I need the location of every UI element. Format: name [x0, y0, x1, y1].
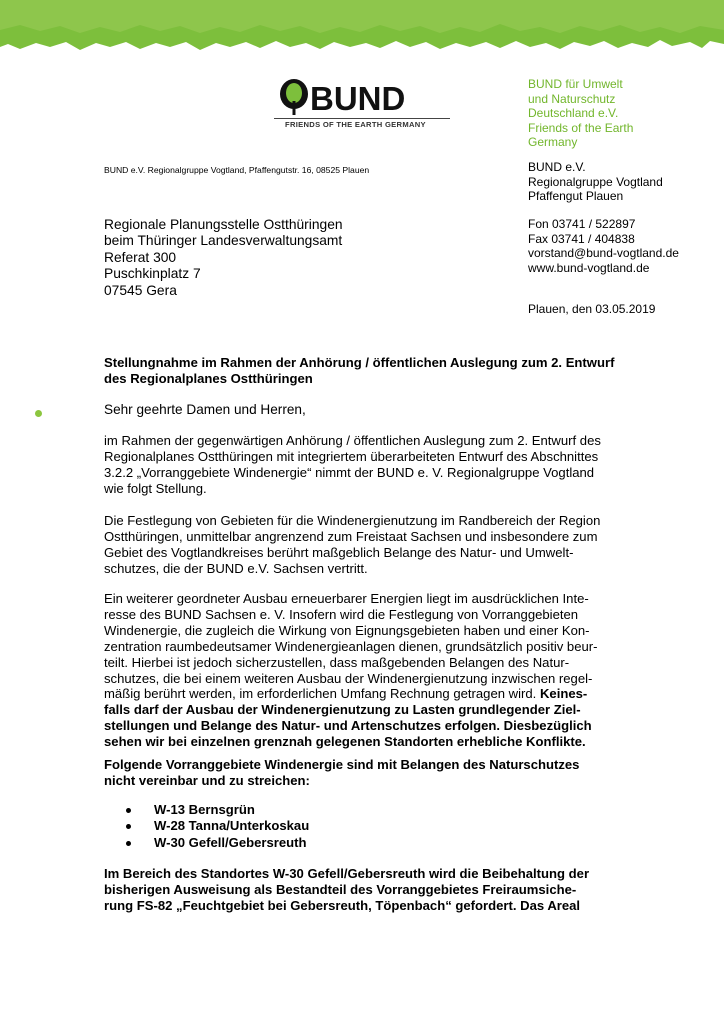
subject-line: Stellungnahme im Rahmen der Anhörung / öffentlichen Auslegung zum 2. Entwurf: [104, 355, 615, 370]
org-line: Deutschland e.V.: [528, 106, 619, 121]
text-span: mäßig berührt werden, im erforderlichen Umfang Rechnung getragen wird.: [104, 686, 537, 702]
text-line: Die Festlegung von Gebieten für die Windenergienutzung im Randbereich der Region: [104, 513, 601, 528]
text-line: schutzes, die der BUND e.V. Sachsen vertritt.: [104, 560, 368, 576]
list-item: [126, 818, 309, 834]
sender-info-block: [528, 160, 663, 204]
site-list: [126, 802, 309, 851]
grass-header-banner: [0, 0, 724, 70]
site-name: W-30 Gefell/Gebersreuth: [154, 834, 307, 850]
bold-text-line: falls darf der Ausbau der Windenergienutzung zu Lasten grundlegender Ziel-: [104, 702, 581, 718]
subject-line: des Regionalplanes Ostthüringen: [104, 371, 313, 387]
text-line: zentration raumbedeutsamer Windenergieanlagen dienen, grundsätzlich positiv beur-: [104, 638, 598, 654]
email-address: vorstand@bund-vogtland.de: [528, 246, 679, 261]
recipient-address: [104, 217, 343, 299]
sender-info-line: Regionalgruppe Vogtland: [528, 174, 663, 189]
paragraph-region: [104, 513, 639, 577]
org-line: Germany: [528, 135, 578, 150]
organization-name-block: [528, 77, 633, 150]
bullet-icon: [126, 808, 131, 813]
website-url: www.bund-vogtland.de: [528, 260, 650, 275]
recipient-line: Referat 300: [104, 249, 177, 265]
bullet-icon: [126, 824, 131, 829]
text-line: Im Bereich des Standortes W-30 Gefell/Gebersreuth wird die Beibehaltung der: [104, 866, 590, 881]
recipient-line: beim Thüringer Landesverwaltungsamt: [104, 233, 343, 249]
recipient-line: Regionale Planungsstelle Ostthüringen: [104, 217, 343, 232]
logo-tagline: FRIENDS OF THE EARTH GERMANY: [285, 120, 426, 129]
sender-info-line: BUND e.V.: [528, 160, 586, 174]
list-item: [126, 802, 309, 818]
text-line: Ostthüringen, unmittelbar angrenzend zum Freistaat Sachsen und insbesondere zum: [104, 528, 598, 544]
text-line: [104, 686, 639, 702]
text-line: Ein weiterer geordneter Ausbau erneuerbarer Energien liegt im ausdrücklichen Inte-: [104, 591, 589, 606]
text-line: resse des BUND Sachsen e. V. Insofern wird die Festlegung von Vorranggebieten: [104, 606, 579, 622]
text-line: Gebiet des Vogtlandkreises berührt maßgeblich Belange des Natur- und Umwelt-: [104, 544, 574, 560]
bullet-icon: [126, 841, 131, 846]
text-line: 3.2.2 „Vorranggebiete Windenergie“ nimmt der BUND e. V. Regionalgruppe Vogtland: [104, 464, 595, 480]
bold-text-line: sehen wir bei einzelnen grenznah gelegenen Standorten erhebliche Konflikte.: [104, 734, 586, 750]
site-name: W-28 Tanna/Unterkoskau: [154, 818, 310, 834]
recipient-line: Puschkinplatz 7: [104, 266, 201, 282]
recipient-line: 07545 Gera: [104, 282, 177, 298]
paragraph-renewables: [104, 591, 639, 750]
text-line: nicht vereinbar und zu streichen:: [104, 772, 310, 788]
text-line: schutzes, die bei einem weiteren Ausbau der Windenergienutzung inzwischen regel-: [104, 670, 593, 686]
bold-text-line: stellungen und Belange des Natur- und Artenschutzes erfolgen. Diesbezüglich: [104, 718, 592, 734]
text-line: Windenergie, die zugleich die Wirkung von Eignungsgebieten haben und einer Kon-: [104, 622, 590, 638]
text-line: im Rahmen der gegenwärtigen Anhörung / öffentlichen Auslegung zum 2. Entwurf des: [104, 433, 601, 448]
paragraph-intro: [104, 433, 639, 497]
org-line: BUND für Umwelt: [528, 77, 623, 91]
letter-subject: [104, 355, 644, 387]
logo-divider: [274, 118, 450, 119]
paragraph-sites-intro: [104, 757, 639, 789]
bund-logo: [274, 76, 450, 132]
org-line: und Naturschutz: [528, 91, 616, 106]
sender-info-line: Pfaffengut Plauen: [528, 189, 624, 204]
text-line: Folgende Vorranggebiete Windenergie sind mit Belangen des Naturschutzes: [104, 757, 580, 772]
paragraph-w30: [104, 866, 639, 914]
text-line: Regionalplanes Ostthüringen mit integriertem überarbeiteten Entwurf des Abschnittes: [104, 448, 599, 464]
org-line: Friends of the Earth: [528, 120, 634, 135]
text-line: rung FS-82 „Feuchtgebiet bei Gebersreuth, Töpenbach“ gefordert. Das Areal: [104, 897, 581, 913]
text-line: bisherigen Ausweisung als Bestandteil des Vorranggebietes Freiraumsiche-: [104, 881, 577, 897]
margin-dot-marker: [35, 410, 42, 417]
bold-text-span: Keines-: [539, 686, 588, 702]
phone-number: Fon 03741 / 522897: [528, 217, 636, 231]
fax-number: Fax 03741 / 404838: [528, 231, 635, 246]
site-name: W-13 Bernsgrün: [154, 802, 255, 817]
list-item: [126, 835, 309, 851]
letter-date: Plauen, den 03.05.2019: [528, 302, 656, 316]
sender-return-address: BUND e.V. Regionalgruppe Vogtland, Pfaffengutstr. 16, 08525 Plauen: [104, 165, 370, 175]
contact-block: [528, 217, 679, 275]
text-line: wie folgt Stellung.: [104, 480, 207, 496]
bund-leaf-logo-icon: [278, 77, 310, 117]
logo-wordmark: BUND: [310, 80, 406, 117]
text-line: teilt. Hierbei ist jedoch sicherzustellen, dass maßgebenden Belangen des Natur-: [104, 654, 570, 670]
salutation: Sehr geehrte Damen und Herren,: [104, 402, 306, 417]
